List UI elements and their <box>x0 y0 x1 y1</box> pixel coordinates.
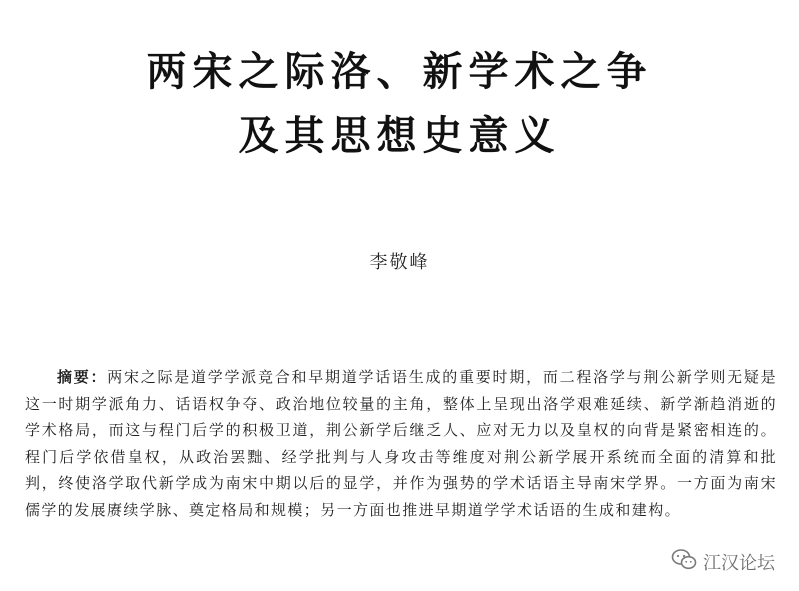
abstract-text: 两宋之际是道学学派竞合和早期道学话语生成的重要时期，而二程洛学与荆公新学则无疑是这一时期学派角力、话语权争夺、政治地位较量的主角，整体上呈现出洛学艰难延续、新学渐趋消逝的学术格局，而这与程门后学的积极卫道，荆公新学后继乏人、应对无力以及皇权的向背是紧密相连的。程门后学依借皇权，从政治罢黜、经学批判与人身攻击等维度对荆公新学展开系统而全面的清算和批判，终使洛学取代新学成为南宋中期以后的显学，并作为强势的学术话语主导南宋学界。一方面为南宋儒学的发展赓续学脉、奠定格局和规模；另一方面也推进早期道学学术话语的生成和建构。 <box>25 368 777 519</box>
abstract <box>25 364 777 523</box>
title-block <box>0 40 799 168</box>
paper-title-line-2: 及其思想史意义 <box>238 112 561 159</box>
watermark <box>665 546 781 577</box>
watermark-text: 江汉论坛 <box>703 552 775 574</box>
abstract-label: 摘要： <box>57 368 108 386</box>
paper-title-line-1: 两宋之际洛、新学术之争 <box>146 48 653 95</box>
author-name: 李敬峰 <box>369 252 430 273</box>
wechat-icon <box>671 548 697 575</box>
